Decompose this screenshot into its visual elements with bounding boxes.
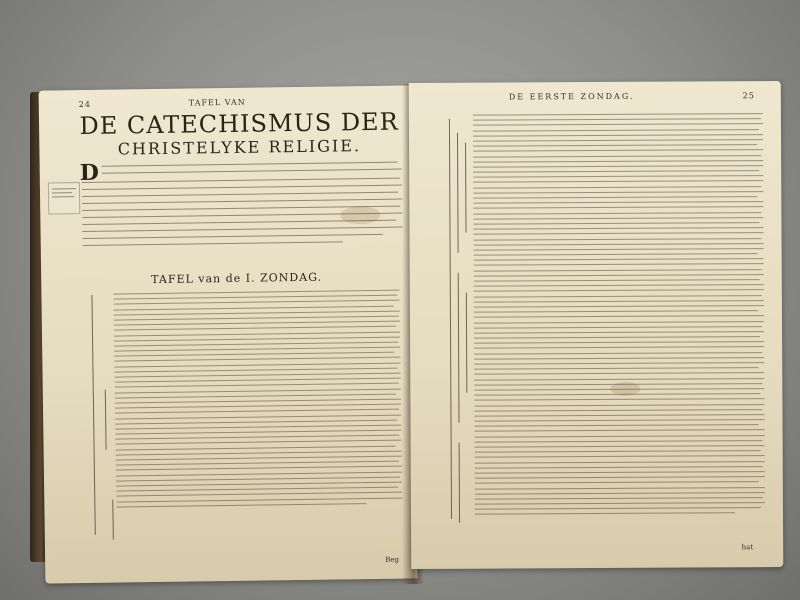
drop-capital: D <box>79 159 99 187</box>
right-page <box>409 81 784 569</box>
right-page-number: 25 <box>742 91 755 101</box>
bracket-line <box>466 293 468 393</box>
catchword: Beg <box>385 555 399 564</box>
catechism-table-text <box>113 290 402 512</box>
bracket-line <box>449 119 452 519</box>
bracket-line <box>458 273 460 423</box>
section-heading: TAFEL van de I. ZONDAG. <box>151 270 323 287</box>
right-running-head: DE EERSTE ZONDAG. <box>508 91 635 102</box>
left-page-number: 24 <box>78 99 92 110</box>
catechism-table-text <box>473 113 765 519</box>
catchword: hat <box>741 543 754 552</box>
left-page <box>39 85 418 583</box>
bracket-line <box>91 295 95 535</box>
bracket-line <box>105 390 107 450</box>
margin-note <box>48 182 80 214</box>
bracket-line <box>465 143 466 233</box>
intro-paragraph <box>102 162 402 180</box>
open-book <box>18 74 800 600</box>
left-running-head: TAFEL VAN <box>188 97 246 108</box>
title-line-1: DE CATECHISMUS DER <box>79 107 399 141</box>
bracket-line <box>112 500 114 540</box>
bracket-line <box>459 443 460 523</box>
title-line-2: CHRISTELYKE RELIGIE. <box>117 136 362 159</box>
bracket-line <box>457 133 459 253</box>
paper-stain <box>610 382 640 396</box>
